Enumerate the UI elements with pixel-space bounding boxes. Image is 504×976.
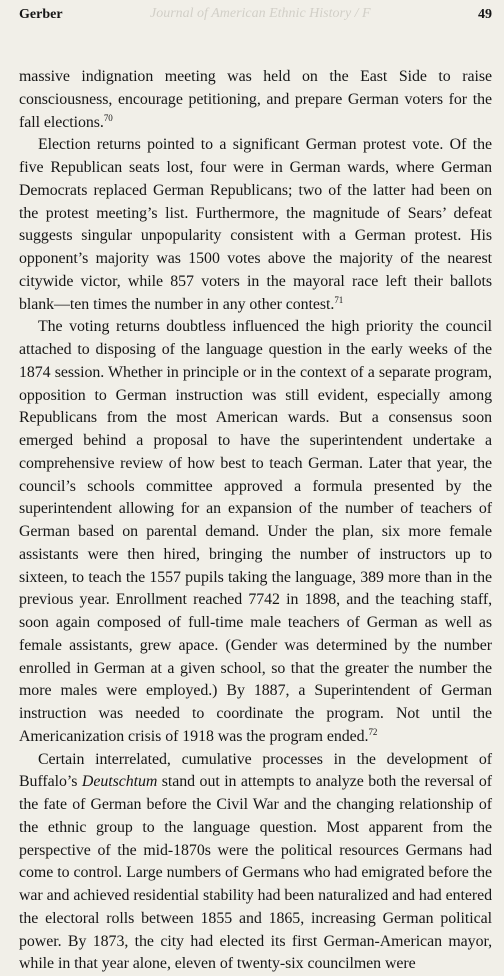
paragraph [19,66,492,134]
paragraph-text: The voting returns doubtless influenced the high priority the council attached to disposing of the language question in the early weeks of the 1874 session. Whether in principle or in the context of a separate program, opposition to German instruction was still evident, especially among Republicans from the most American wards. But a consensus soon emerged behind a proposal to have the superintendent undertake a comprehensive review of how best to teach German. Later that year, the council’s schools committee approved a formula presented by the superintendent allowing for an expansion of the number of teachers of German based on parental demand. Under the plan, six more female assistants were then hired, bringing the number of instructors up to sixteen, to teach the 1557 pupils taking the language, 389 more than in the previous year. Enrollment reached 7742 in 1898, and the teaching staff, soon again composed of full-time male teachers of German as well as female assistants, grew apace. (Gender was determined by the number enrolled in German at a given school, so that the greater the number the more males were employed.) By 1887, a Superintendent of German instruction was needed to coordinate the program. Not until the Americanization crisis of 1918 was the program ended. [19,318,492,745]
paragraph-text: massive indignation meeting was held on the East Side to raise consciousness, encourage petitioning, and prepare German voters for the fall elections. [19,68,492,131]
footnote-marker: 72 [368,727,377,737]
bleed-through-text: Journal of American Ethnic History / F [150,6,371,22]
running-head-author: Gerber [19,7,63,23]
italic-term: Deutschtum [82,773,157,790]
paragraph [19,749,492,976]
paragraph-text: Certain interrelated, cumulative processes in the development of Buffalo’s [19,751,492,791]
paragraph [19,134,492,316]
body-text [19,66,492,976]
paragraph [19,316,492,748]
page-number: 49 [478,7,492,23]
running-head [19,7,492,27]
paragraph-text: stand out in attempts to analyze both the reversal of the fate of German before the Civil War and the changing relationship of the ethnic group to the language question. Most apparent from the perspective of the mid-1870s were the political resources Germans had come to control. Large numbers of Germans who had emigrated before the war and achieved residential stability had been naturalized and had entered the electoral rolls between 1855 and 1865, increasing German political power. By 1873, the city had elected its first German-American mayor, while in that year alone, eleven of twenty-six councilmen were [19,773,492,972]
footnote-marker: 71 [334,295,343,305]
footnote-marker: 70 [104,113,113,123]
paragraph-text: Election returns pointed to a significant German protest vote. Of the five Republican seats lost, four were in German wards, where German Democrats replaced German Republicans; two of the latter had been on the protest meeting’s list. Furthermore, the magnitude of Sears’ defeat suggests singular unpopularity consistent with a German protest. His opponent’s majority was 1500 votes above the majority of the nearest citywide victor, while 857 voters in the mayoral race left their ballots blank—ten times the number in any other contest. [19,136,492,312]
